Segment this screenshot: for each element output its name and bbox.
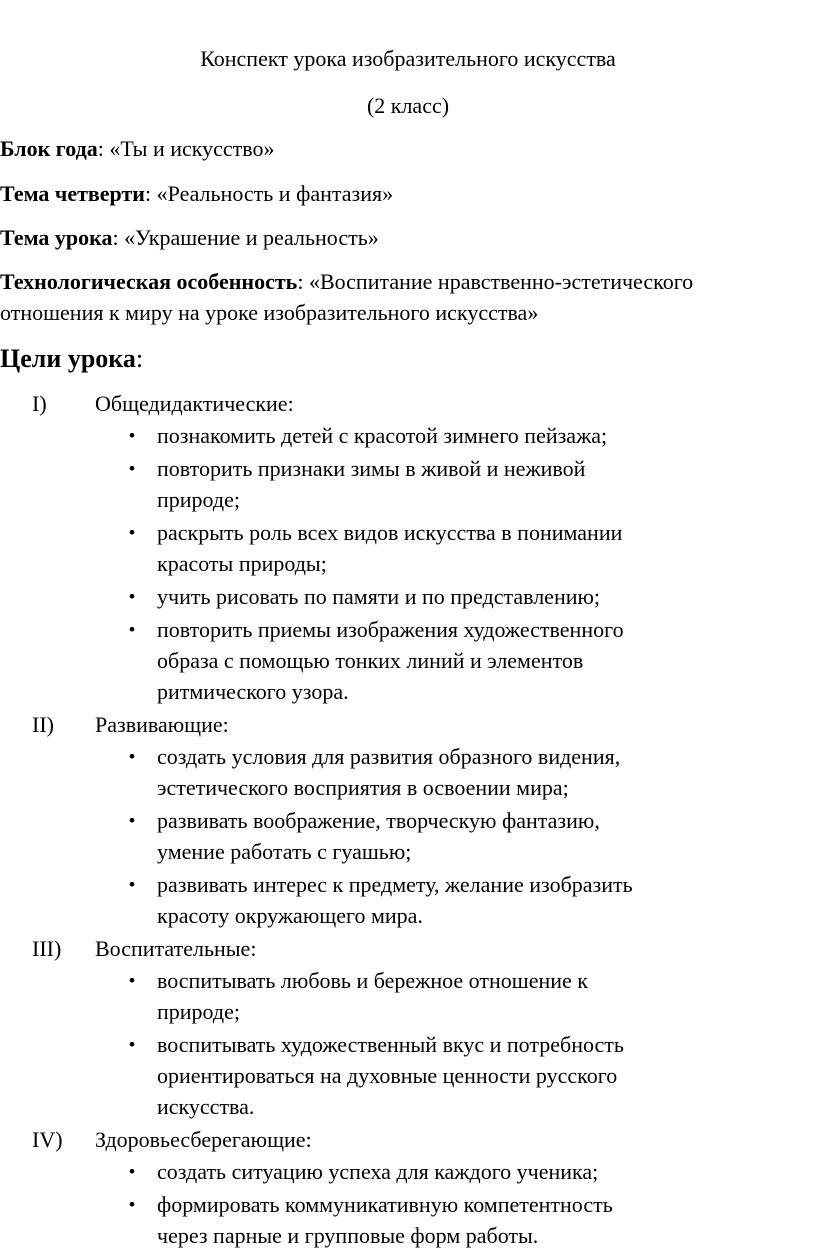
- goal-group-header: [0, 1124, 816, 1155]
- goal-group-developing: [0, 709, 816, 931]
- goal-group-general-didactic: [0, 388, 816, 707]
- field-quarter-topic: [0, 178, 800, 209]
- list-item: [0, 1189, 659, 1251]
- list-item: [0, 614, 659, 707]
- list-item: [0, 420, 659, 451]
- bullet-icon: •: [127, 1162, 137, 1181]
- goals-heading-label: Цели урока: [0, 344, 136, 373]
- goals-heading: [0, 342, 143, 376]
- bullet-icon: •: [127, 971, 137, 990]
- field-separator: :: [112, 225, 125, 250]
- bullet-icon: •: [127, 811, 137, 830]
- goal-items: [0, 1156, 816, 1251]
- list-item-text: воспитывать любовь и бережное отношение к природе;: [157, 968, 588, 1024]
- goal-group-title: Воспитательные:: [95, 936, 257, 961]
- list-item-text: воспитывать художественный вкус и потребность ориентироваться на духовные ценности русского искусства.: [157, 1032, 624, 1119]
- field-value: «Воспитание нравственно-эстетического отношения к миру на уроке изобразительного искусства»: [0, 269, 694, 325]
- list-item-text: развивать воображение, творческую фантазию, умение работать с гуашью;: [157, 808, 600, 864]
- goals-list: [0, 388, 816, 1253]
- field-label: Тема четверти: [0, 181, 145, 206]
- field-separator: :: [97, 136, 110, 161]
- goals-heading-separator: :: [135, 344, 144, 373]
- goal-group-title: Развивающие:: [95, 712, 229, 737]
- field-year-block: [0, 133, 800, 164]
- list-item: [0, 805, 659, 867]
- bullet-icon: •: [127, 1035, 137, 1054]
- list-item-text: повторить приемы изображения художественного образа с помощью тонких линий и элементов ритмического узора.: [157, 617, 624, 704]
- list-item-text: развивать интерес к предмету, желание изобразить красоту окружающего мира.: [157, 872, 633, 928]
- list-item: [0, 581, 659, 612]
- goal-group-title: Общедидактические:: [95, 391, 294, 416]
- bullet-icon: •: [127, 523, 137, 542]
- list-item: [0, 741, 659, 803]
- document-title: Конспект урока изобразительного искусства: [200, 46, 616, 71]
- list-item-text: учить рисовать по памяти и по представлению;: [157, 584, 601, 609]
- list-item: [0, 1029, 659, 1122]
- field-separator: :: [145, 181, 157, 206]
- field-tech-feature: [0, 266, 790, 328]
- field-value: «Украшение и реальность»: [124, 225, 379, 250]
- goal-items: [0, 420, 816, 707]
- bullet-icon: •: [127, 426, 137, 445]
- bullet-icon: •: [127, 459, 137, 478]
- goal-group-header: [0, 709, 816, 740]
- field-label: Технологическая особенность: [0, 269, 298, 294]
- goal-group-educational: [0, 933, 816, 1122]
- goal-group-health-saving: [0, 1124, 816, 1251]
- goal-items: [0, 741, 816, 931]
- goal-group-numeral: II): [32, 712, 54, 737]
- list-item-text: формировать коммуникативную компетентность через парные и групповые форм работы.: [157, 1192, 613, 1248]
- goal-group-title: Здоровьесберегающие:: [95, 1127, 312, 1152]
- goal-items: [0, 965, 816, 1122]
- list-item-text: создать условия для развития образного видения, эстетического восприятия в освоении мира;: [157, 744, 621, 800]
- list-item-text: повторить признаки зимы в живой и неживой природе;: [157, 456, 586, 512]
- bullet-icon: •: [127, 747, 137, 766]
- goal-group-numeral: III): [32, 936, 62, 961]
- bullet-icon: •: [127, 875, 137, 894]
- field-label: Тема урока: [0, 225, 113, 250]
- field-label: Блок года: [0, 136, 98, 161]
- list-item: [0, 517, 659, 579]
- field-separator: :: [297, 269, 309, 294]
- goal-group-numeral: IV): [32, 1127, 63, 1152]
- list-item: [0, 1156, 659, 1187]
- bullet-icon: •: [127, 620, 137, 639]
- field-value: «Ты и искусство»: [109, 136, 275, 161]
- bullet-icon: •: [127, 587, 137, 606]
- list-item: [0, 869, 659, 931]
- goal-group-header: [0, 388, 816, 419]
- document-subtitle: (2 класс): [366, 93, 450, 118]
- goal-group-header: [0, 933, 816, 964]
- goal-group-numeral: I): [32, 391, 47, 416]
- list-item: [0, 965, 659, 1027]
- field-lesson-topic: [0, 222, 800, 253]
- list-item: [0, 453, 659, 515]
- list-item-text: создать ситуацию успеха для каждого ученика;: [157, 1159, 599, 1184]
- list-item-text: раскрыть роль всех видов искусства в понимании красоты природы;: [157, 520, 623, 576]
- field-value: «Реальность и фантазия»: [156, 181, 394, 206]
- bullet-icon: •: [127, 1195, 137, 1214]
- list-item-text: познакомить детей с красотой зимнего пейзажа;: [157, 423, 608, 448]
